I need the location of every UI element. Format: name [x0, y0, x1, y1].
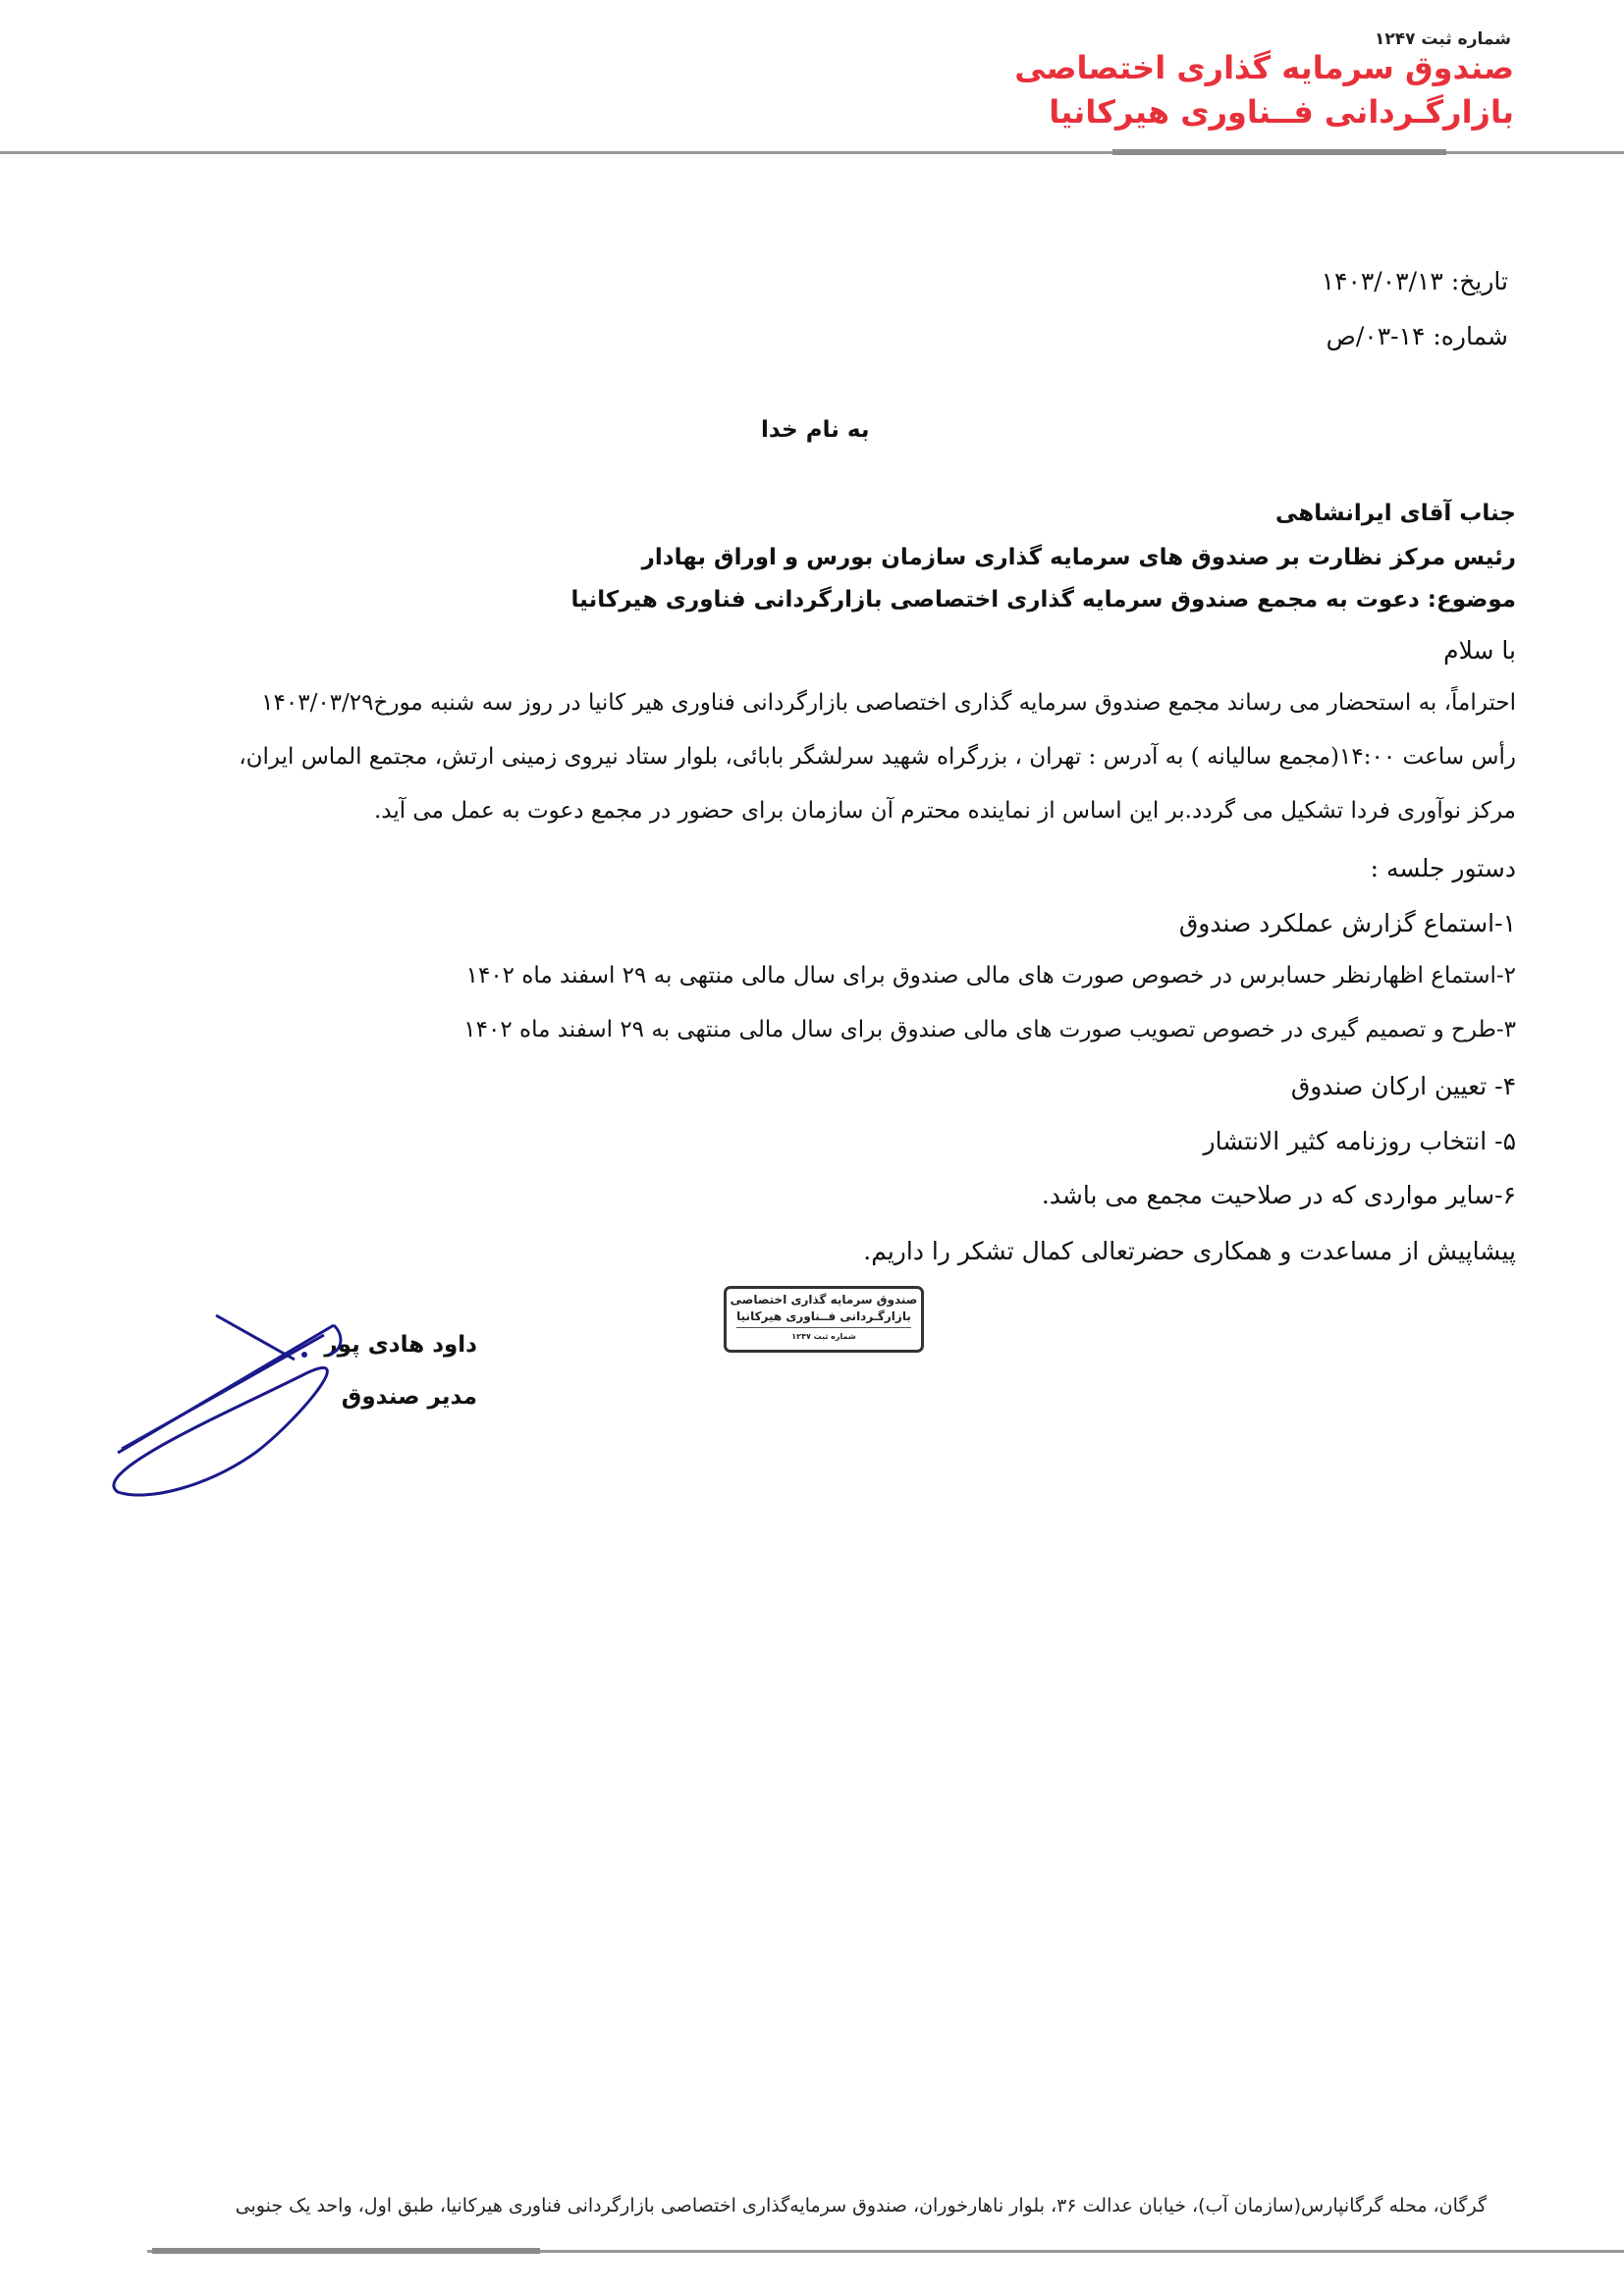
agenda-item: ۶-سایر مواردی که در صلاحیت مجمع می باشد. [1041, 1181, 1516, 1209]
stamp-registration: شماره ثبت ۱۲۴۷ [736, 1327, 911, 1345]
bismillah: به نام خدا [761, 417, 870, 443]
closing-line: پیشاپیش از مساعدت و همکاری حضرتعالی کمال تشکر را داریم. [863, 1237, 1516, 1265]
signatory-title: مدیر صندوق [341, 1384, 477, 1410]
paragraph-line: رأس ساعت ۱۴:۰۰(مجمع سالیانه ) به آدرس : تهران ، بزرگراه شهید سرلشگر بابائی، بلوار ستاد نیروی زمینی ارتش، مجتمع الماس ایران، [239, 744, 1516, 770]
paragraph-line: احتراماً، به استحضار می رساند مجمع صندوق سرمایه گذاری اختصاصی بازارگردانی فناوری هیر کانیا در روز سه شنبه مورخ۱۴۰۳/۰۳/۲۹ [261, 690, 1516, 716]
agenda-title: دستور جلسه : [1370, 854, 1516, 882]
stamp-line1: صندوق سرمایه گذاری اختصاصی [730, 1293, 918, 1307]
company-stamp [724, 1286, 924, 1353]
stamp-line2: بازارگـردانی فــناوری هیرکانیا [736, 1309, 911, 1323]
greeting: با سلام [1443, 636, 1516, 665]
agenda-item: ۴- تعیین ارکان صندوق [1290, 1072, 1516, 1100]
letter-date: تاریخ: ۱۴۰۳/۰۳/۱۳ [1321, 267, 1508, 295]
handwritten-signature [108, 1306, 403, 1502]
letter-subject: موضوع: دعوت به مجمع صندوق سرمایه گذاری اختصاصی بازارگردانی فناوری هیرکانیا [570, 587, 1516, 613]
agenda-item: ۲-استماع اظهارنظر حسابرس در خصوص صورت های مالی صندوق برای سال مالی منتهی به ۲۹ اسفند ماه ۱۴۰۲ [465, 963, 1516, 988]
agenda-item: ۳-طرح و تصمیم گیری در خصوص تصویب صورت های مالی صندوق برای سال مالی منتهی به ۲۹ اسفند ماه ۱۴۰۲ [463, 1017, 1516, 1042]
letter-number: شماره: ۱۴-۰۳/ص [1326, 322, 1508, 350]
agenda-item: ۵- انتخاب روزنامه کثیر الانتشار [1203, 1127, 1516, 1155]
footer-rule-accent [152, 2248, 540, 2254]
footer-address: گرگان، محله گرگانپارس(سازمان آب)، خیابان عدالت ۳۶، بلوار ناهارخوران، صندوق سرمایه‌گذاری اختصاصی بازارگردانی فناوری هیرکانیا، طبق اول، واحد یک جنوبی [235, 2195, 1487, 2216]
registration-number: شماره ثبت ۱۲۴۷ [1375, 29, 1511, 49]
agenda-item: ۱-استماع گزارش عملکرد صندوق [1178, 909, 1516, 937]
letterhead-title-line1: صندوق سرمایه گذاری اختصاصی [1014, 49, 1514, 86]
signatory-name: داود هادی پور [324, 1332, 477, 1358]
paragraph-line: مرکز نوآوری فردا تشکیل می گردد.بر این اساس از نماینده محترم آن سازمان برای حضور در مجمع دعوت به عمل می آید. [373, 798, 1516, 824]
recipient-name: جناب آقای ایرانشاهی [1275, 501, 1516, 526]
header-rule-accent [1112, 149, 1446, 155]
recipient-position: رئیس مرکز نظارت بر صندوق های سرمایه گذاری سازمان بورس و اوراق بهادار [641, 545, 1516, 570]
letterhead-title-line2: بازارگـردانی فــناوری هیرکانیا [1049, 93, 1514, 131]
